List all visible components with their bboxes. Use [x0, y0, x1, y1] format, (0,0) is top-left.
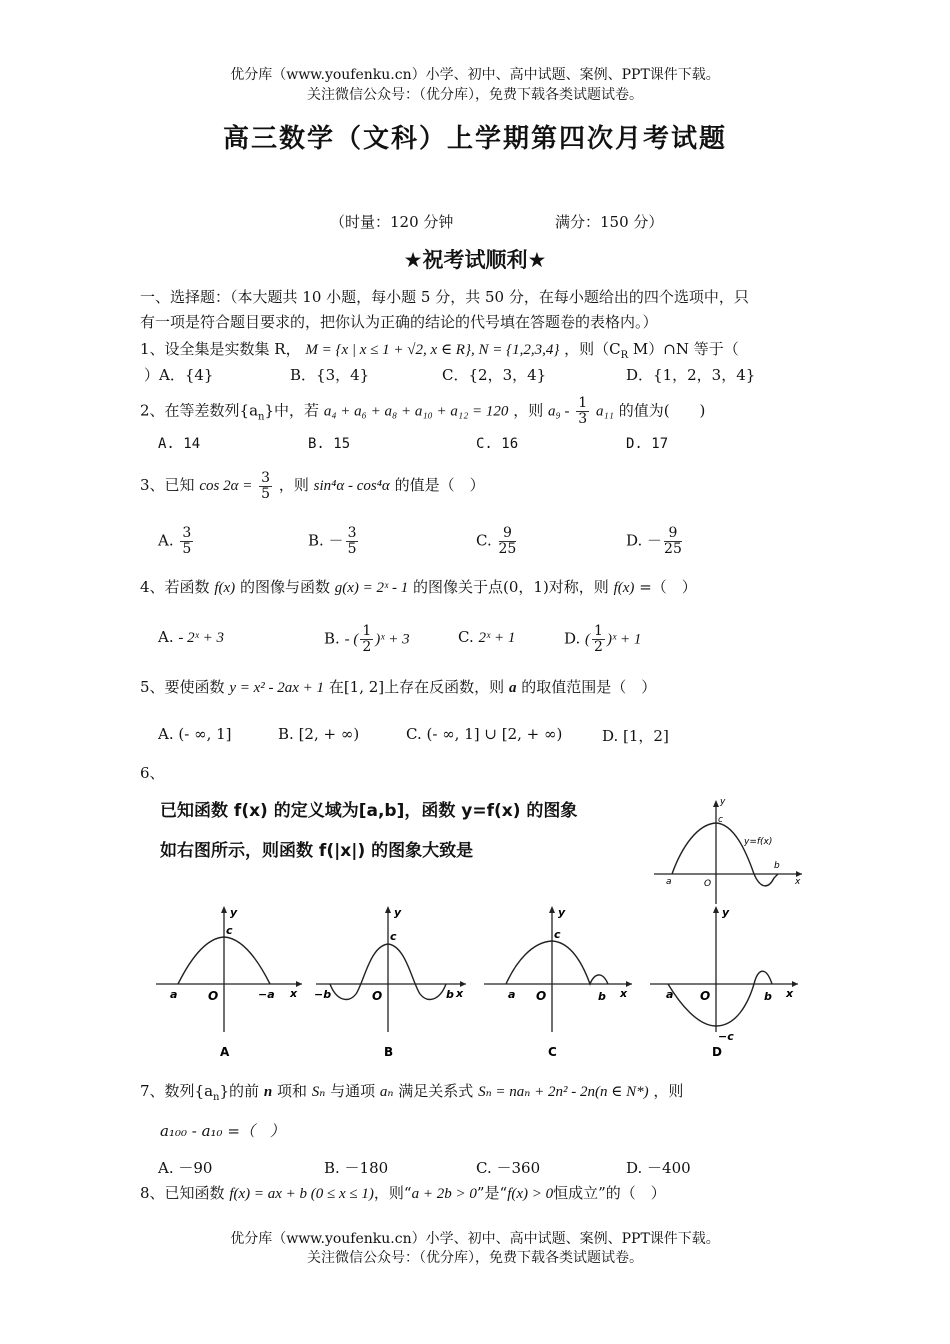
- q2-option-d: D. 17: [626, 436, 669, 452]
- q3-option-c: [476, 526, 518, 557]
- q5-a-label: A.: [158, 725, 174, 743]
- q7-sub: n: [213, 1092, 220, 1103]
- q8-cond: a + 2b > 0: [411, 1186, 477, 1202]
- q5-prefix: 5、要使函数: [140, 678, 225, 696]
- q4-prefix: 4、若函数: [140, 578, 210, 596]
- q2-fraction: [576, 396, 589, 427]
- question-5: [140, 676, 656, 699]
- b-origin-label: O: [372, 989, 383, 1003]
- question-2: [140, 396, 705, 429]
- q7-s: Sₙ: [311, 1084, 326, 1100]
- q3-frac-den: 5: [261, 485, 271, 502]
- blessing: ★祝考试顺利★: [403, 248, 547, 272]
- d-curve: [668, 971, 772, 1026]
- q6-graph-c: [480, 900, 640, 1062]
- q3-b-den: 5: [347, 541, 357, 557]
- q5-tail: 的取值范围是（ ）: [521, 678, 657, 696]
- q3-fraction: [259, 471, 272, 502]
- q6-reference-graph: [650, 796, 810, 908]
- q3-option-b: [308, 526, 360, 557]
- footer-line-2: 关注微信公众号：（优分库），免费下载各类试题试卷。: [307, 1250, 643, 1266]
- q5-b-label: B.: [278, 725, 294, 743]
- q3-option-b-label: B. －: [308, 531, 344, 550]
- ref-function-label: y=f(x): [744, 837, 773, 847]
- a-x-label: x: [290, 987, 298, 1000]
- q3-a-num: 3: [182, 525, 192, 541]
- q4-f1: f(x): [214, 580, 236, 596]
- q2-options: [140, 436, 840, 458]
- q4-b-pre: - (: [344, 631, 359, 648]
- caption-a: A: [220, 1045, 230, 1059]
- q3-option-d-frac: [664, 526, 682, 557]
- q4-a-label: A.: [158, 628, 174, 646]
- q7-line-2: a₁₀₀ - a₁₀ =（ ）: [160, 1122, 285, 1140]
- section-instructions-2: 有一项是符合题目要求的，把你认为正确的结论的代号填在答题卷的表格内。）: [140, 313, 658, 331]
- b-b-label: b: [446, 988, 454, 1001]
- caption-d: D: [712, 1045, 722, 1059]
- header-line-2: 关注微信公众号：（优分库），免费下载各类试题试卷。: [307, 87, 643, 103]
- q3-option-c-frac: [499, 526, 517, 557]
- c-y-arrow: [549, 906, 555, 913]
- q3-expr2: sin⁴α - cos⁴α: [313, 478, 390, 494]
- a-a-label: a: [170, 988, 178, 1001]
- q5-a-expr: (- ∞, 1]: [178, 725, 232, 743]
- q4-b-label: B.: [324, 629, 340, 648]
- ref-b-label: b: [774, 861, 780, 871]
- q4-b-den: 2: [362, 639, 372, 655]
- q4-d-post: )ˣ + 1: [606, 631, 642, 648]
- q7-prefix: 7、数列{a: [140, 1082, 214, 1100]
- q2-expr2b: a₁₁: [595, 403, 614, 420]
- d-a-label: a: [666, 988, 674, 1001]
- q3-option-c-label: C.: [476, 531, 492, 550]
- q3-c-den: 25: [498, 541, 517, 557]
- q8-tail: 恒成立”的（ ）: [553, 1184, 666, 1202]
- q5-option-b: [278, 725, 359, 743]
- q7-option-d: D. －400: [626, 1159, 691, 1177]
- q4-d-frac: [592, 624, 605, 655]
- q4-b-post: )ˣ + 3: [375, 631, 410, 648]
- q7-option-b: B. －180: [324, 1159, 389, 1177]
- q3-expr1: cos 2α =: [199, 478, 253, 494]
- q4-d-num: 1: [594, 623, 603, 639]
- q1-option-a: ）A．{4}: [144, 366, 214, 384]
- b-y-label: y: [394, 906, 402, 919]
- q3-mid: ，则: [278, 476, 309, 494]
- q4-d-pre: (: [585, 631, 591, 648]
- q4-d-den: 2: [594, 639, 603, 655]
- q3-options: [140, 518, 840, 558]
- q7-mid3: 与通项: [330, 1082, 376, 1100]
- q7-option-a: A. －90: [158, 1159, 213, 1177]
- q5-option-d: D. [1，2]: [602, 727, 669, 745]
- q6-graph-d: [646, 900, 806, 1062]
- q4-tail: =（ ）: [639, 578, 697, 596]
- d-x-label: x: [786, 987, 794, 1000]
- q2-option-b: B. 15: [308, 436, 351, 452]
- b-x-label: x: [456, 987, 464, 1000]
- q4-option-a: [158, 628, 224, 647]
- q6-number: 6、: [140, 764, 165, 782]
- c-a-label: a: [508, 988, 516, 1001]
- page-title: 高三数学（文科）上学期第四次月考试题: [222, 124, 727, 154]
- q3-option-a-frac: [180, 526, 193, 557]
- q4-option-c: [458, 628, 515, 647]
- exam-time: （时量：120 分钟: [330, 213, 454, 231]
- q7-tail: ，则: [653, 1082, 684, 1100]
- q7-expr: Sₙ = naₙ + 2n² - 2n(n ∈ N*): [478, 1084, 649, 1100]
- a-c-label: c: [226, 924, 233, 937]
- q4-f2: f(x): [613, 580, 635, 596]
- c-c-label: c: [554, 928, 561, 941]
- q3-d-den: 25: [664, 541, 682, 557]
- ref-y-label: y: [720, 797, 726, 807]
- q4-mid2: 的图像关于点(0，1)对称，则: [413, 578, 609, 596]
- ref-origin-label: O: [704, 879, 712, 889]
- b-y-arrow: [385, 906, 391, 913]
- q7-mid4: 满足关系式: [398, 1082, 474, 1100]
- q3-a-den: 5: [182, 541, 192, 557]
- d-neg-c-label: −c: [718, 1030, 734, 1043]
- q5-c-expr: (- ∞, 1] ∪ [2, + ∞): [426, 725, 563, 743]
- ref-curve: [672, 823, 778, 886]
- q4-c-expr: 2ˣ + 1: [478, 630, 516, 646]
- q5-option-c: [406, 725, 562, 743]
- d-origin-label: O: [700, 989, 711, 1003]
- c-curve: [506, 941, 608, 984]
- q7-mid2: 项和: [276, 1082, 307, 1100]
- header-line-1: 优分库（www.youfenku.cn）小学、初中、高中试题、案例、PPT课件下载。: [230, 67, 720, 83]
- a-origin-label: O: [208, 989, 219, 1003]
- caption-c: C: [548, 1045, 557, 1059]
- q2-frac-num: 1: [578, 395, 588, 411]
- q4-mid1: 的图像与函数: [239, 578, 330, 596]
- exam-score: 满分：150 分）: [555, 213, 664, 231]
- question-8: [140, 1182, 666, 1205]
- ref-x-label: x: [795, 877, 801, 887]
- q8-cond2: f(x) > 0: [507, 1186, 554, 1202]
- q3-c-num: 9: [499, 526, 517, 542]
- q2-expr: a₄ + a₆ + a₈ + a₁₀ + a₁₂ = 120: [323, 403, 509, 420]
- q3-option-a: [158, 526, 195, 557]
- q1-option-b: B．{3，4}: [290, 366, 370, 384]
- question-7: [140, 1080, 683, 1109]
- caption-b: B: [384, 1045, 394, 1059]
- q4-b-num: 1: [362, 623, 372, 639]
- q1-prefix: 1、设全集是实数集 R，: [140, 340, 301, 358]
- q5-c-label: C.: [406, 725, 422, 743]
- q6-text-2: 如右图所示，则函数 f(|x|) 的图象大致是: [160, 841, 474, 861]
- q8-expr: f(x) = ax + b (0 ≤ x ≤ 1): [229, 1186, 374, 1202]
- a-y-label: y: [230, 906, 238, 919]
- q4-option-b: [324, 624, 410, 655]
- b-neg-b-label: −b: [314, 988, 332, 1001]
- q8-mid2: ”是“: [476, 1184, 508, 1202]
- q5-b-expr: [2, + ∞): [298, 725, 360, 743]
- c-x-label: x: [620, 987, 628, 1000]
- q7-n: n: [263, 1084, 273, 1100]
- q1-options: [140, 364, 840, 386]
- a-neg-a-label: −a: [258, 988, 275, 1001]
- q7-options: [140, 1157, 840, 1179]
- q3-b-num: 3: [347, 525, 357, 541]
- ref-y-arrow: [713, 800, 719, 807]
- q3-option-a-label: A.: [158, 531, 174, 550]
- question-3: [140, 470, 485, 502]
- q4-options: [140, 620, 840, 662]
- q7-mid1: }的前: [219, 1082, 260, 1100]
- q5-option-a: [158, 725, 232, 743]
- q4-g: g(x) = 2ˣ - 1: [334, 580, 409, 596]
- q4-c-label: C.: [458, 628, 474, 646]
- q2-tail: 的值为( ): [618, 401, 706, 420]
- c-origin-label: O: [536, 989, 547, 1003]
- question-1: [140, 338, 739, 367]
- d-b-label: b: [764, 990, 772, 1003]
- question-4: [140, 576, 697, 599]
- q3-option-b-frac: [346, 526, 359, 557]
- ref-c-label: c: [718, 815, 723, 825]
- q5-expr: y = x² - 2ax + 1: [229, 680, 325, 696]
- d-y-label: y: [722, 906, 730, 919]
- q8-prefix: 8、已知函数: [140, 1184, 225, 1202]
- q2-option-a: A. 14: [158, 436, 201, 452]
- q2-frac-den: 3: [578, 411, 588, 427]
- q3-option-d: [626, 526, 684, 557]
- b-c-label: c: [390, 930, 397, 943]
- q4-b-frac: [360, 624, 373, 655]
- c-y-label: y: [558, 906, 566, 919]
- q1-option-c: C．{2，3，4}: [442, 366, 547, 384]
- q2-mid: }中，若: [264, 401, 320, 420]
- q2-prefix: 2、在等差数列{a: [140, 401, 259, 420]
- q2-option-c: C. 16: [476, 436, 519, 452]
- q5-a: a: [508, 680, 517, 696]
- q3-tail: 的值是（ ）: [394, 476, 485, 494]
- q2-after: ，则: [513, 401, 544, 420]
- q6-graph-a: [150, 900, 310, 1062]
- q1-option-d: D．{1，2，3，4}: [626, 366, 756, 384]
- q4-option-d: [564, 624, 641, 655]
- q4-d-label: D.: [564, 629, 581, 648]
- footer-line-1: 优分库（www.youfenku.cn）小学、初中、高中试题、案例、PPT课件下载。: [230, 1231, 720, 1247]
- q4-a-expr: - 2ˣ + 3: [178, 630, 224, 646]
- q7-an: aₙ: [379, 1084, 394, 1100]
- q2-expr2a: a₉ -: [548, 403, 570, 420]
- d-y-arrow: [713, 906, 719, 913]
- q3-option-d-label: D. －: [626, 531, 663, 550]
- q7-option-c: C. －360: [476, 1159, 541, 1177]
- c-b-label: b: [598, 990, 606, 1003]
- q1-suffix: ，则（C: [564, 340, 621, 358]
- ref-a-label: a: [666, 877, 672, 887]
- q3-frac-num: 3: [261, 469, 271, 486]
- q6-graph-b: [312, 900, 474, 1062]
- section-instructions-1: 一、选择题：（本大题共 10 小题，每小题 5 分，共 50 分，在每小题给出的四个选项中，只: [140, 288, 749, 306]
- q8-mid: ，则“: [373, 1184, 412, 1202]
- q1-sub: R: [620, 350, 629, 361]
- q3-prefix: 3、已知: [140, 476, 195, 494]
- q1-tail: M）∩N 等于（: [628, 340, 739, 358]
- q6-text-1: 已知函数 f(x) 的定义域为[a,b]，函数 y=f(x) 的图象: [160, 801, 578, 821]
- q3-d-num: 9: [664, 526, 682, 542]
- q1-set-expr: M = {x | x ≤ 1 + √2, x ∈ R}, N = {1,2,3,4}: [305, 342, 560, 358]
- a-y-arrow: [221, 906, 227, 913]
- q2-sub: n: [258, 411, 265, 423]
- q5-options: [140, 725, 840, 749]
- q5-mid: 在[1, 2]上存在反函数，则: [328, 678, 505, 696]
